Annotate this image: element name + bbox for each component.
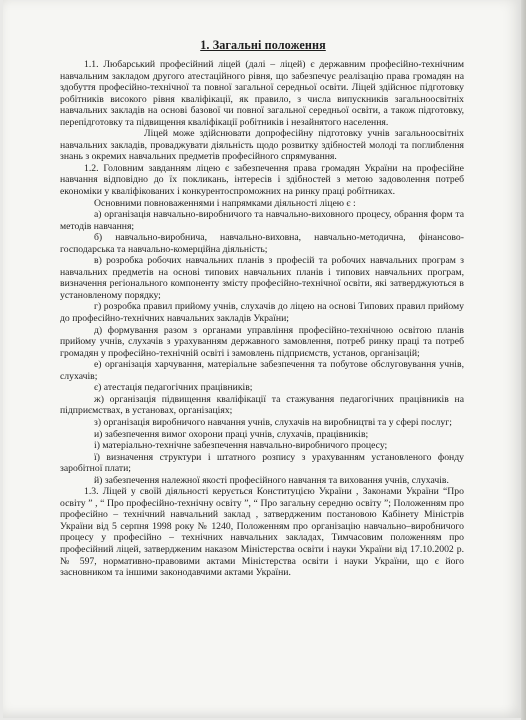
paragraph-1-3: 1.3. Ліцей у своїй діяльності керується Конституцією України , Законами України “Про освіту ” , “ Про професійно-технічну освіту ”, “ Про загальну середню освіту ”; Положенням про професійно – технічний навчальний заклад , затвердженим постановою Кабінету Міністрів України від 5 серпня 1998 року № 1240, Положенням про організацію навчально–виробничого процесу у професійно – технічних навчальних закладах, Тимчасовим положенням про професійний ліцей, затвердженим наказом Міністерства освіти і науки України від 17.10.2002 р. № 597, нормативно-правовими актами Міністерства освіти і науки України, що є його засновником та іншими законодавчими актами України.	[60, 486, 464, 579]
list-item-yi: ї) визначення структури і штатного розпису з урахуванням установленого фонду заробітної плати;	[60, 451, 464, 475]
list-item-h: г) розробка правил прийому учнів, слухачів до ліцею на основі Типових правил прийому до професійно-технічних навчальних закладів України;	[60, 301, 464, 325]
list-item-i: і) матеріально-технічне забезпечення навчально-виробничого процесу;	[94, 440, 388, 452]
list-item-y: и) забезпечення вимог охорони праці учнів, слухачів, працівників;	[94, 428, 369, 440]
paragraph-additional-training: Ліцей може здійснювати допрофесійну підготовку учнів загальноосвітніх навчальних закладів, проваджувати діяльність щодо розвитку здібностей молоді та поглиблення знань з окремих навчальних предметів професійного спрямування.	[60, 128, 464, 163]
list-item-yy: й) забезпечення належної якості професійного навчання та виховання учнів, слухачів.	[94, 474, 449, 486]
list-item-z: з) організація виробничого навчання учнів, слухачів на виробництві та у сфері послуг;	[94, 416, 452, 428]
list-item-ye: є) атестація педагогічних працівників;	[94, 382, 253, 394]
page-edge	[521, 0, 526, 720]
list-item-v: в) розробка робочих навчальних планів з професій та робочих навчальних програм з навчальних предметів на основі типових навчальних планів і типових навчальних програм, визначення регіонального компоненту змісту професійно-технічної освіти, які затверджуються в установленому порядку;	[60, 255, 464, 301]
document-body	[60, 59, 464, 579]
paragraph-1-1: 1.1. Любарський професійний ліцей (далі – ліцей) є державним професійно-технічним навчальним закладом другого атестаційного рівня, що забезпечує реалізацію права громадян на здобуття професійно-технічної та повної загальної середньої освіти. Ліцей здійснює підготовку робітників високого рівня кваліфікації, як правило, з числа випускників загальноосвітніх навчальних закладів на основі базової чи повної загальної середньої освіти, а також підготовку, перепідготовку та підвищення кваліфікації робітників і незайнятого населення.	[60, 59, 464, 128]
list-item-e: е) організація харчування, матеріальне забезпечення та побутове обслуговування учнів, слухачів;	[60, 359, 464, 382]
list-item-zh: ж) організація підвищення кваліфікації та стажування педагогічних працівників на підприємствах, в установах, організаціях;	[60, 393, 464, 417]
list-item-b: б) навчально-виробнича, навчально-виховна, навчально-методична, фінансово-господарська та навчально-комерційна діяльність;	[60, 232, 464, 255]
section-title: 1. Загальні положення	[200, 38, 326, 52]
list-item-d: д) формування разом з органами управління професійно-технічною освітою планів прийому учнів, слухачів з урахуванням державного замовлення, потреб ринку праці та потреб громадян у професійно-технічній освіті і замовлень підприємств, установ, організацій;	[60, 324, 464, 359]
paragraph-1-2: 1.2. Головним завданням ліцею є забезпечення права громадян України на професійне навчання відповідно до їх покликань, інтересів і здібностей з метою задоволення потреб економіки у кваліфікованих і конкурентоспроможних на ринку праці робітниках.	[60, 162, 464, 198]
paragraph-powers-intro: Основними повноваженнями і напрямками діяльності ліцею є :	[94, 197, 356, 209]
list-item-a: а) організація навчально-виробничого та навчально-виховного процесу, обрання форм та методів навчання;	[60, 209, 464, 232]
